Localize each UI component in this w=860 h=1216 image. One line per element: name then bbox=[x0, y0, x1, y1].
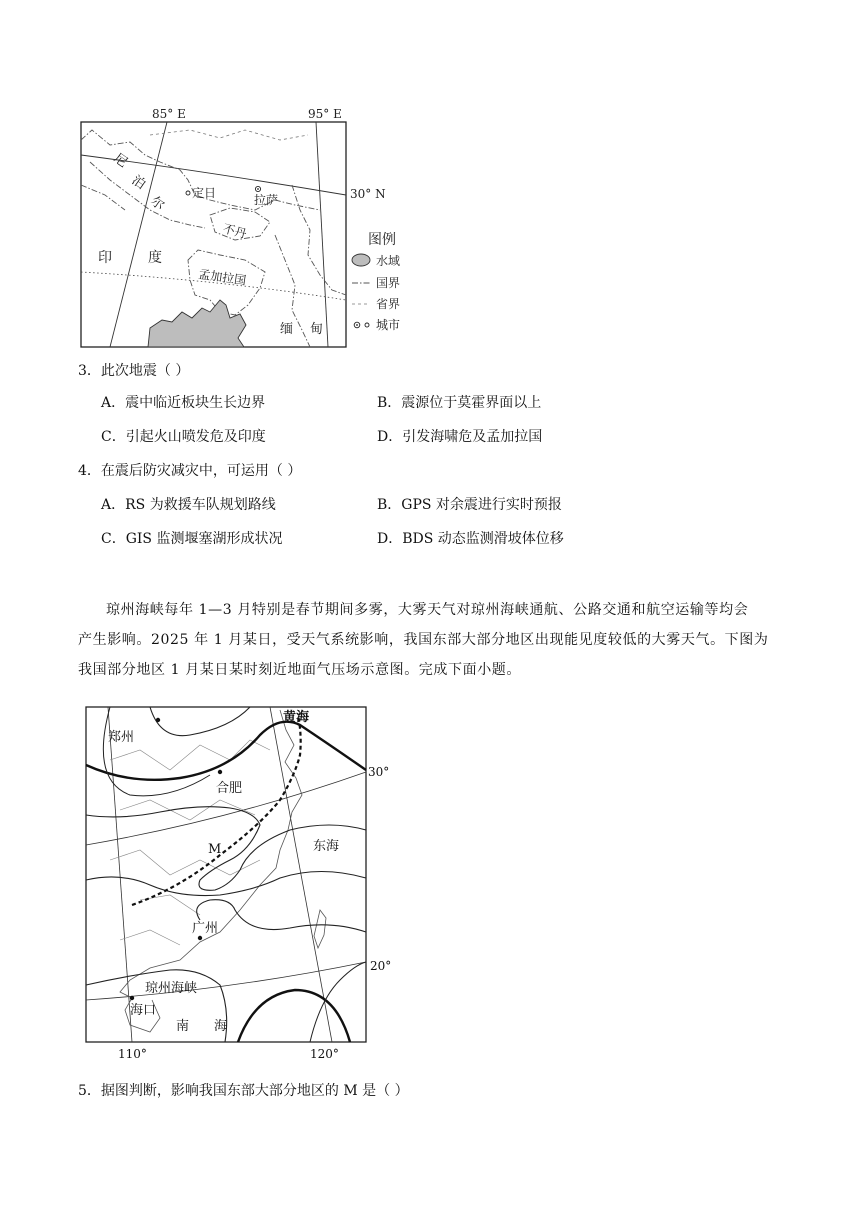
label-lat-20: 20° bbox=[370, 959, 392, 973]
province-borders bbox=[110, 740, 270, 945]
q4-stem: 4．在震后防灾减灾中，可运用（ ） bbox=[78, 463, 302, 479]
q4-option-d[interactable]: D．BDS 动态监测滑坡体位移 bbox=[377, 531, 564, 547]
label-haikou: 海口 bbox=[130, 1003, 157, 1018]
legend-city-label: 城市 bbox=[376, 318, 401, 332]
q4-option-a[interactable]: A．RS 为救援车队规划路线 bbox=[101, 497, 276, 513]
label-lon-110: 110° bbox=[118, 1047, 147, 1061]
isobar-9 bbox=[310, 962, 366, 1042]
passage-line-2: 产生影响。2025 年 1 月某日，受天气系统影响，我国东部大部分地区出现能见度较低的大雾天气。下图为 bbox=[78, 632, 769, 648]
city-dingri-marker bbox=[186, 191, 190, 195]
haikou-marker bbox=[130, 996, 134, 1000]
q5-stem: 5．据图判断，影响我国东部大部分地区的 M 是（ ） bbox=[78, 1083, 409, 1099]
legend-water-label: 水域 bbox=[376, 254, 401, 268]
label-myanmar-1: 缅 bbox=[280, 322, 294, 337]
zhengzhou-marker bbox=[156, 718, 160, 722]
label-qiongzhou-strait: 琼州海峡 bbox=[145, 981, 198, 996]
isobar-1 bbox=[150, 707, 250, 736]
passage-line-1: 琼州海峡每年 1—3 月特别是春节期间多雾，大雾天气对琼州海峡通航、公路交通和航空运输等均会 bbox=[106, 602, 749, 618]
border-west-india bbox=[81, 185, 125, 210]
label-donghai: 东海 bbox=[313, 839, 340, 854]
label-bhutan: 不丹 bbox=[221, 221, 249, 242]
label-nepal-3: 尔 bbox=[147, 193, 167, 214]
meridian-120 bbox=[270, 707, 332, 1042]
legend-provincial-label: 省界 bbox=[376, 297, 401, 311]
label-dingri: 定日 bbox=[192, 186, 217, 200]
pressure-field-map bbox=[80, 700, 400, 1070]
label-nanhai-1: 南 bbox=[176, 1019, 190, 1034]
label-hefei: 合肥 bbox=[216, 781, 243, 796]
label-india-2: 度 bbox=[148, 250, 162, 266]
label-guangzhou: 广州 bbox=[192, 921, 219, 936]
label-nanhai-2: 海 bbox=[214, 1019, 228, 1034]
label-india-1: 印 bbox=[98, 250, 112, 266]
lon-95e-label: 95° E bbox=[308, 107, 342, 121]
label-huanghai: 黄海 bbox=[283, 710, 310, 725]
q3-option-c[interactable]: C．引起火山喷发危及印度 bbox=[101, 429, 266, 445]
q4-option-c[interactable]: C．GIS 监测堰塞湖形成状况 bbox=[101, 531, 283, 547]
label-lhasa: 拉萨 bbox=[254, 193, 279, 207]
meridian-95e bbox=[316, 122, 328, 347]
isobar-thick-8 bbox=[238, 990, 350, 1042]
legend-title: 图例 bbox=[368, 232, 396, 248]
water-bay-of-bengal bbox=[148, 300, 246, 347]
guangzhou-marker bbox=[198, 936, 202, 940]
provincial-border bbox=[150, 130, 308, 140]
taiwan-island bbox=[314, 910, 326, 948]
himalaya-map bbox=[70, 100, 420, 350]
legend-water-swatch bbox=[352, 254, 370, 266]
label-zhengzhou: 郑州 bbox=[108, 730, 135, 745]
label-nepal-1: 尼 bbox=[110, 150, 130, 171]
lon-85e-label: 85° E bbox=[152, 107, 186, 121]
legend-national-label: 国界 bbox=[376, 276, 401, 290]
lat-30n-label: 30° N bbox=[350, 187, 386, 201]
isobar-6 bbox=[197, 900, 366, 932]
border-northeast bbox=[292, 185, 346, 295]
label-bangladesh: 孟加拉国 bbox=[197, 267, 248, 288]
isobar-4 bbox=[86, 872, 366, 896]
q3-option-b[interactable]: B．震源位于莫霍界面以上 bbox=[377, 395, 542, 411]
q3-option-a[interactable]: A．震中临近板块生长边界 bbox=[101, 395, 266, 411]
legend-city-icon-b bbox=[365, 323, 369, 327]
label-m: M bbox=[208, 842, 222, 857]
label-myanmar-2: 甸 bbox=[310, 322, 324, 337]
passage-line-3: 我国部分地区 1 月某日某时刻近地面气压场示意图。完成下面小题。 bbox=[78, 662, 522, 678]
label-lon-120: 120° bbox=[310, 1047, 339, 1061]
label-lat-30: 30° bbox=[368, 765, 390, 779]
q3-stem: 3．此次地震（ ） bbox=[78, 363, 190, 379]
q3-option-d[interactable]: D．引发海啸危及孟加拉国 bbox=[377, 429, 543, 445]
q4-option-b[interactable]: B．GPS 对余震进行实时预报 bbox=[377, 497, 562, 513]
weather-system-m bbox=[132, 715, 301, 905]
label-nepal-2: 泊 bbox=[128, 172, 148, 193]
hefei-marker bbox=[218, 770, 222, 774]
